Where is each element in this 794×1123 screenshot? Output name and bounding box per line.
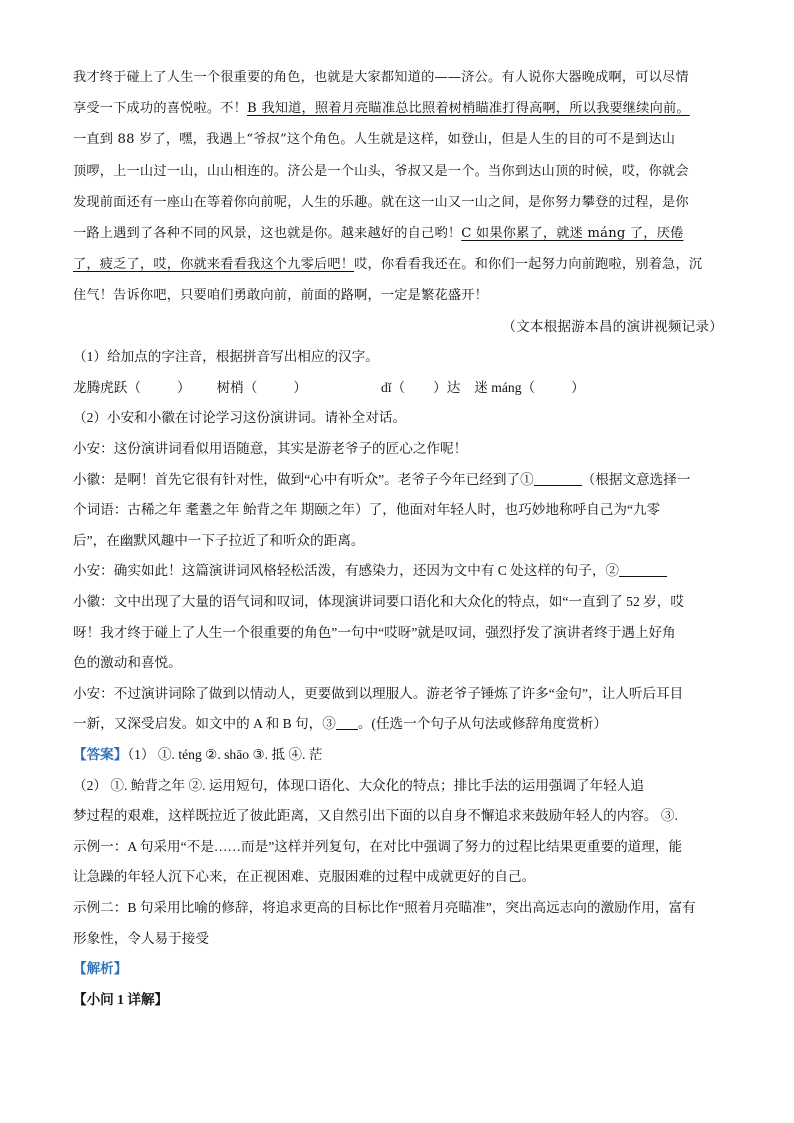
dialogue-line: 色的激动和喜悦。 bbox=[73, 655, 182, 671]
passage-line: 我才终于碰上了人生一个很重要的角色，也就是大家都知道的——济公。有人说你大器晚成啊，可以尽情 bbox=[73, 70, 689, 85]
question-2 bbox=[73, 403, 723, 740]
passage bbox=[73, 62, 723, 342]
passage-source: （文本根据游本昌的演讲视频记录） bbox=[502, 318, 723, 334]
question-blanks: 龙腾虎跃（ ） 树梢（ ） dǐ（ ）达 迷 máng（ ） bbox=[73, 379, 585, 395]
dialogue-line: 后”，在幽默风趣中一下子拉近了和听众的距离。 bbox=[73, 532, 365, 548]
sentence-b: B 我知道，照着月亮瞄准总比照着树梢瞄准打得高啊，所以我要继续向前。 bbox=[247, 101, 690, 117]
dialogue-line: 小安：确实如此！这篇演讲词风格轻松活泼，有感染力，还因为文中有 C 处这样的句子，② bbox=[73, 556, 723, 587]
answer-blank[interactable] bbox=[619, 560, 667, 577]
passage-line: 了，疲乏了，哎，你就来看看我这个九零后吧！哎，你看看我还在。和你们一起努力向前跑啦，别着急，沉 bbox=[73, 257, 703, 273]
passage-line: 发现前面还有一座山在等着你向前呢，人生的乐趣。就在这一山又一山之间，是你努力攀登的过程，是你 bbox=[73, 194, 689, 210]
dialogue-line: 小安：不过演讲词除了做到以情动人，更要做到以理服人。游老爷子锤炼了许多“金句”，让人听后耳目 bbox=[73, 685, 684, 701]
question-prompt: （2）小安和小徽在讨论学习这份演讲词。请补全对话。 bbox=[73, 410, 407, 426]
dialogue-line: 呀！我才终于碰上了人生一个很重要的角色”一句中“哎呀”就是叹词，强烈抒发了演讲者终于遇上好角 bbox=[73, 624, 676, 640]
detail-label: 【小问 1 详解】 bbox=[73, 991, 169, 1007]
answer-line: （2） ①. 鲐背之年 ②. 运用短句，体现口语化、大众化的特点；排比手法的运用强调了年轻人追 bbox=[73, 777, 644, 793]
answer-label: 【答案】 bbox=[73, 746, 128, 762]
sentence-c-cont: 了，疲乏了，哎，你就来看看我这个九零后吧！ bbox=[73, 257, 355, 273]
dialogue-line: 小徽：是啊！首先它很有针对性，做到“心中有听众”。老爷子今年已经到了① （根据文意选择一 bbox=[73, 465, 723, 496]
answer-line: 示例二：B 句采用比喻的修辞，将追求更高的目标比作“照着月亮瞄准”，突出高远志向的激励作用，富有 bbox=[73, 899, 696, 915]
question-prompt: （1）给加点的字注音，根据拼音写出相应的汉字。 bbox=[73, 349, 379, 365]
answer-blank[interactable] bbox=[336, 713, 358, 730]
answer-line: 让急躁的年轻人沉下心来，在正视困难、克服困难的过程中成就更好的自己。 bbox=[73, 869, 536, 885]
answer-line: 形象性，令人易于接受 bbox=[73, 930, 209, 946]
sentence-c: C 如果你累了，就迷 máng 了，厌倦 bbox=[461, 226, 684, 242]
document-page bbox=[73, 62, 723, 1015]
dialogue-line: 小安：这份演讲词看似用语随意，其实是游老爷子的匠心之作呢！ bbox=[73, 441, 468, 456]
answer-line: 梦过程的艰难，这样既拉近了彼此距离，又自然引出下面的以自身不懈追求来鼓励年轻人的内容。 ③. bbox=[73, 808, 678, 824]
dialogue-line: 一新，又深受启发。如文中的 A 和 B 句，③ 。(任选一个句子从句法或修辞角度赏析） bbox=[73, 709, 723, 740]
passage-line: 一直到 88 岁了，嘿，我遇上“爷叔”这个角色。人生就是这样，如登山，但是人生的目的可不是到达山 bbox=[73, 132, 676, 148]
passage-line: 享受一下成功的喜悦啦。不！B 我知道，照着月亮瞄准总比照着树梢瞄准打得高啊，所以我要继续向前。 bbox=[73, 101, 690, 117]
dialogue-line: 个词语：古稀之年 耄耋之年 鲐背之年 期颐之年）了，他面对年轻人时，也巧妙地称呼自己为“九零 bbox=[73, 502, 661, 518]
passage-line: 顶啰，上一山过一山，山山相连的。济公是一个山头，爷叔又是一个。当你到达山顶的时候，哎，你就会 bbox=[73, 163, 689, 179]
passage-line: 一路上遇到了各种不同的风景，这也就是你。越来越好的自己哟！C 如果你累了，就迷 máng 了，厌倦 bbox=[73, 226, 684, 242]
answer-line: 示例一：A 句采用“不是……而是”这样并列复句，在对比中强调了努力的过程比结果更重要的道理，能 bbox=[73, 838, 683, 854]
answer-line: 【答案】（1） ①. téng ②. shāo ③. 抵 ④. 茫 bbox=[73, 746, 323, 762]
question-1 bbox=[73, 342, 723, 403]
analysis-label: 【解析】 bbox=[73, 961, 128, 977]
passage-line: 住气！告诉你吧，只要咱们勇敢向前，前面的路啊，一定是繁花盛开！ bbox=[73, 288, 489, 304]
answer-section bbox=[73, 740, 723, 1015]
dialogue-line: 小徽：文中出现了大量的语气词和叹词，体现演讲词要口语化和大众化的特点，如“一直到了 52 岁，哎 bbox=[73, 593, 684, 609]
answer-blank[interactable] bbox=[534, 469, 582, 486]
